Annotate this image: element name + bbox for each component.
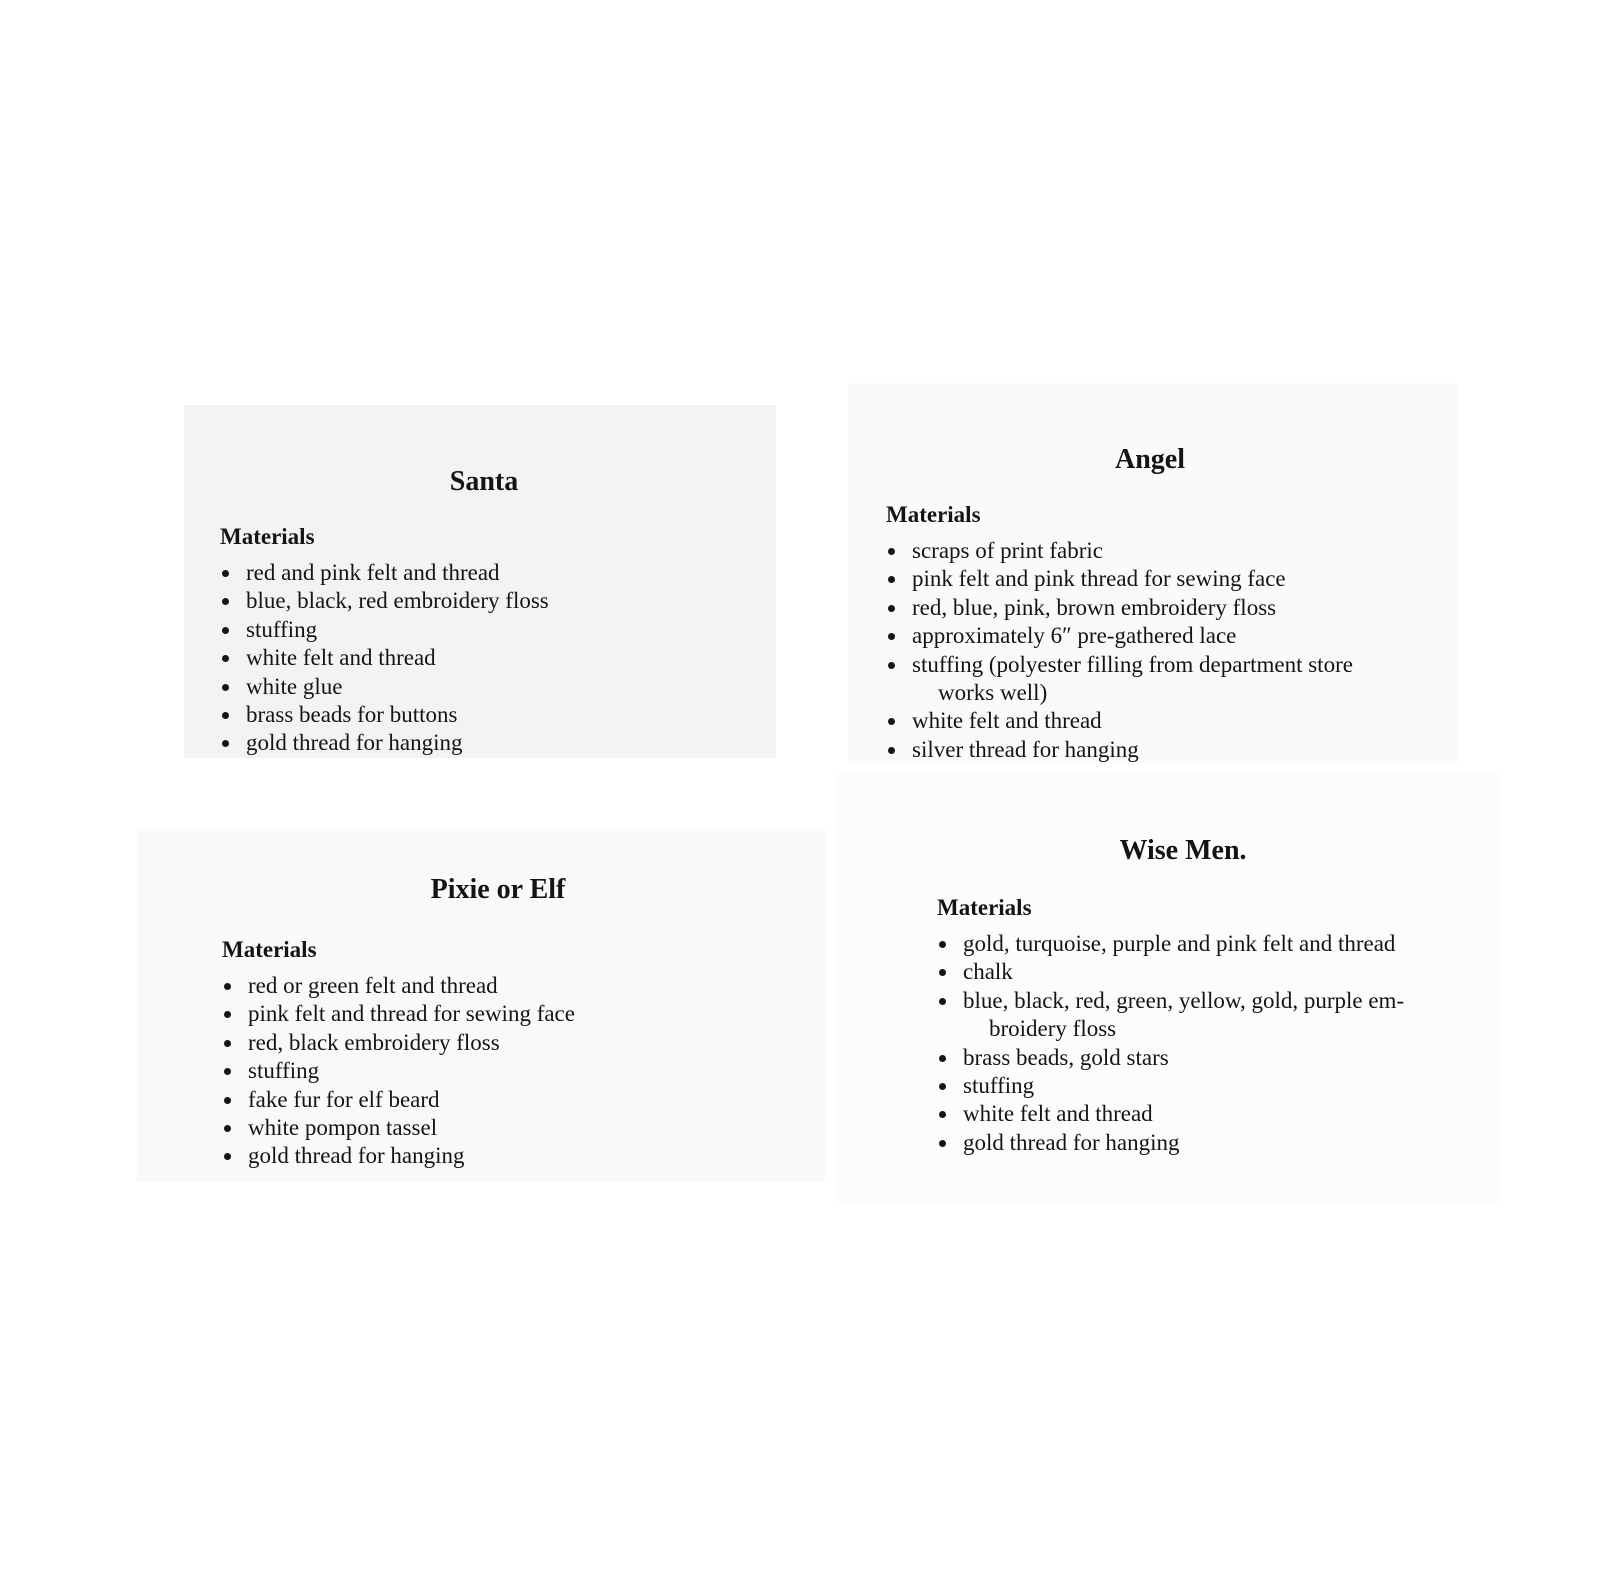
bullet-icon xyxy=(222,712,229,719)
bullet-icon xyxy=(939,941,946,948)
list-item: red or green felt and thread xyxy=(222,972,575,1000)
bullet-icon xyxy=(222,655,229,662)
list-item: pink felt and pink thread for sewing face xyxy=(886,565,1353,593)
list-item: blue, black, red, green, yellow, gold, purple em- broidery floss xyxy=(937,987,1404,1044)
bullet-icon xyxy=(224,1153,231,1160)
list-item: white felt and thread xyxy=(220,644,549,672)
list-item: silver thread for hanging xyxy=(886,736,1353,764)
list-item: red, black embroidery floss xyxy=(222,1029,575,1057)
bullet-icon xyxy=(222,598,229,605)
materials-label: Materials xyxy=(220,524,315,549)
bullet-icon xyxy=(222,684,229,691)
bullet-icon xyxy=(939,1055,946,1062)
list-item: scraps of print fabric xyxy=(886,537,1353,565)
list-item: white glue xyxy=(220,673,549,701)
bullet-icon xyxy=(939,1140,946,1147)
santa-section xyxy=(184,405,776,758)
list-item: stuffing xyxy=(937,1072,1404,1100)
list-item: brass beads, gold stars xyxy=(937,1044,1404,1072)
bullet-icon xyxy=(224,1040,231,1047)
bullet-icon xyxy=(939,998,946,1005)
section-title: Pixie or Elf xyxy=(430,874,566,905)
materials-label: Materials xyxy=(937,895,1032,920)
list-item: white felt and thread xyxy=(937,1100,1404,1128)
list-item: gold thread for hanging xyxy=(222,1142,575,1170)
materials-label: Materials xyxy=(222,937,317,962)
list-item: red, blue, pink, brown embroidery floss xyxy=(886,594,1353,622)
list-item: blue, black, red embroidery floss xyxy=(220,587,549,615)
materials-list xyxy=(222,972,575,1171)
list-item: gold thread for hanging xyxy=(220,729,549,757)
list-item: white pompon tassel xyxy=(222,1114,575,1142)
section-title: Santa xyxy=(449,466,519,497)
bullet-icon xyxy=(224,1125,231,1132)
section-title: Wise Men. xyxy=(1119,835,1247,866)
bullet-icon xyxy=(224,1011,231,1018)
bullet-icon xyxy=(939,1111,946,1118)
materials-list xyxy=(886,537,1353,764)
materials-label: Materials xyxy=(886,502,981,527)
bullet-icon xyxy=(222,627,229,634)
list-item: chalk xyxy=(937,958,1404,986)
bullet-icon xyxy=(888,662,895,669)
list-item: fake fur for elf beard xyxy=(222,1086,575,1114)
list-item: gold, turquoise, purple and pink felt and thread xyxy=(937,930,1404,958)
bullet-icon xyxy=(939,969,946,976)
bullet-icon xyxy=(888,576,895,583)
bullet-icon xyxy=(939,1083,946,1090)
bullet-icon xyxy=(224,1097,231,1104)
bullet-icon xyxy=(224,1068,231,1075)
bullet-icon xyxy=(888,747,895,754)
list-item: brass beads for buttons xyxy=(220,701,549,729)
bullet-icon xyxy=(888,718,895,725)
list-item: stuffing xyxy=(222,1057,575,1085)
list-item: red and pink felt and thread xyxy=(220,559,549,587)
list-item: approximately 6″ pre-gathered lace xyxy=(886,622,1353,650)
materials-list xyxy=(220,559,549,758)
materials-list xyxy=(937,930,1404,1157)
list-item: white felt and thread xyxy=(886,707,1353,735)
list-item: pink felt and thread for sewing face xyxy=(222,1000,575,1028)
list-item: gold thread for hanging xyxy=(937,1129,1404,1157)
bullet-icon xyxy=(222,570,229,577)
angel-section xyxy=(848,383,1458,763)
list-item-continuation: works well) xyxy=(938,680,1048,706)
bullet-icon xyxy=(888,605,895,612)
wise-men-section xyxy=(838,772,1498,1206)
bullet-icon xyxy=(888,548,895,555)
list-item-continuation: broidery floss xyxy=(989,1016,1117,1042)
list-item: stuffing xyxy=(220,616,549,644)
section-title: Angel xyxy=(1115,444,1185,475)
bullet-icon xyxy=(224,983,231,990)
list-item: stuffing (polyester filling from department store works well) xyxy=(886,651,1353,708)
bullet-icon xyxy=(222,740,229,747)
pixie-section xyxy=(137,829,825,1182)
bullet-icon xyxy=(888,633,895,640)
